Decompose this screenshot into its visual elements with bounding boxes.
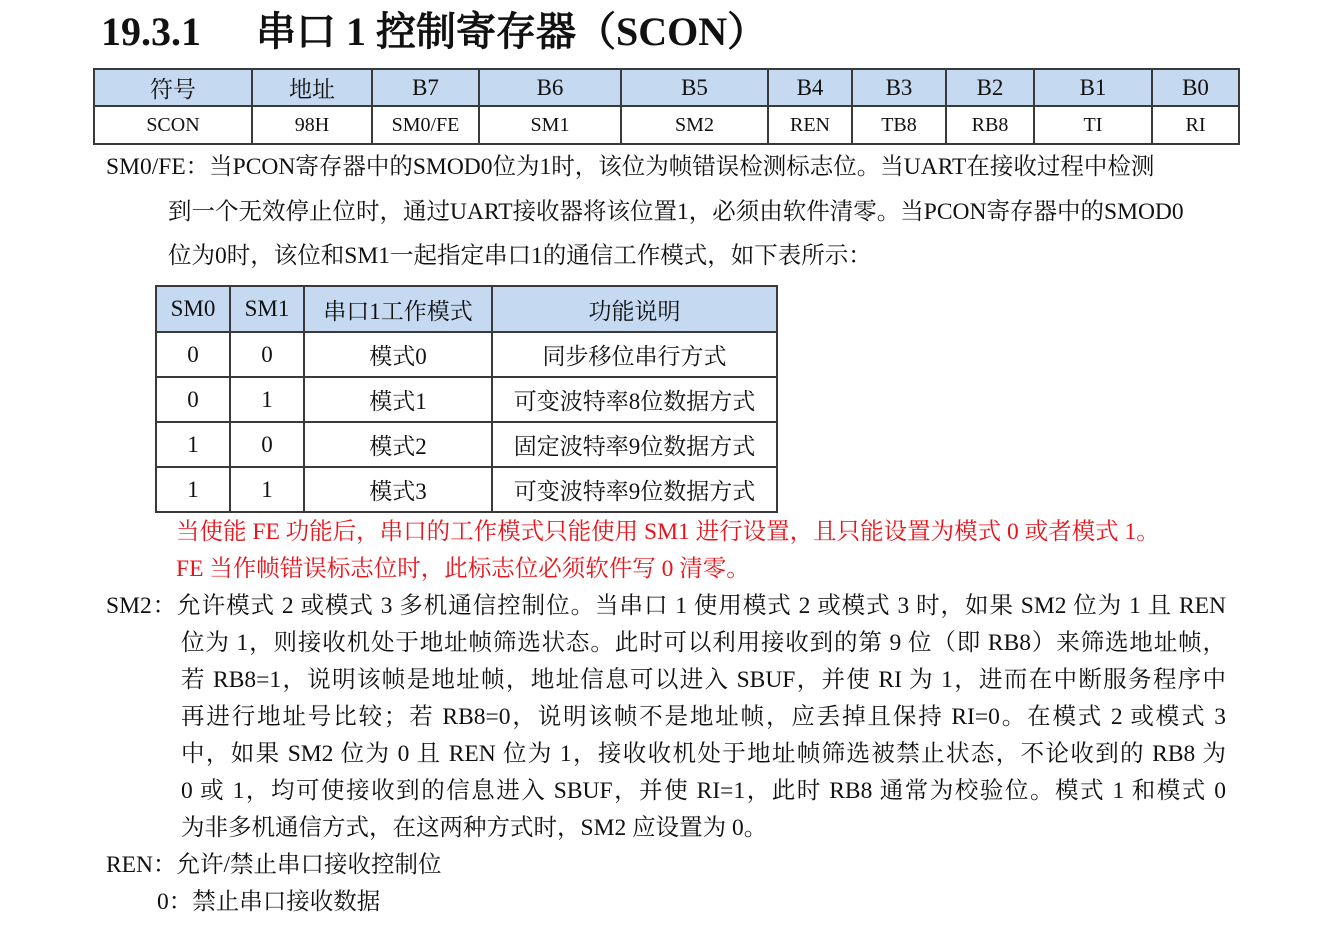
register-value-row bbox=[94, 106, 1239, 144]
sm2-description-line: 再进行地址号比较；若 RB8=0，说明该帧不是地址帧，应丢掉且保持 RI=0。在模式 2 或模式 3 bbox=[181, 704, 1226, 730]
sm2-description-line: 位为 1，则接收机处于地址帧筛选状态。此时可以利用接收到的第 9 位（即 RB8）来筛选地址帧， bbox=[181, 630, 1226, 656]
ren-heading: REN：允许/禁止串口接收控制位 bbox=[106, 852, 442, 878]
fe-warning-note: FE 当作帧错误标志位时，此标志位必须软件写 0 清零。 bbox=[176, 556, 750, 582]
header-cell: B6 bbox=[479, 69, 621, 106]
header-cell: B0 bbox=[1152, 69, 1239, 106]
header-cell: 功能说明 bbox=[492, 286, 777, 332]
value-cell: TB8 bbox=[852, 106, 946, 144]
value-cell: SM0/FE bbox=[372, 106, 479, 144]
sm0fe-description-line: SM0/FE：当PCON寄存器中的SMOD0位为1时，该位为帧错误检测标志位。当UART在接收过程中检测 bbox=[106, 154, 1155, 180]
sm2-description-line: 若 RB8=1，说明该帧是地址帧，地址信息可以进入 SBUF，并使 RI 为 1，进而在中断服务程序中 bbox=[181, 667, 1226, 693]
cell: 同步移位串行方式 bbox=[492, 332, 777, 377]
sm0fe-description-line: 到一个无效停止位时，通过UART接收器将该位置1，必须由软件清零。当PCON寄存器中的SMOD0 bbox=[168, 199, 1184, 225]
cell: 模式2 bbox=[304, 422, 492, 467]
header-cell: 串口1工作模式 bbox=[304, 286, 492, 332]
header-cell: 符号 bbox=[94, 69, 252, 106]
sm2-description-line: 0 或 1，均可使接收到的信息进入 SBUF，并使 RI=1，此时 RB8 通常为校验位。模式 1 和模式 0 bbox=[181, 778, 1226, 804]
cell: 1 bbox=[156, 422, 230, 467]
value-cell: TI bbox=[1034, 106, 1152, 144]
header-cell: B5 bbox=[621, 69, 768, 106]
cell: 可变波特率9位数据方式 bbox=[492, 467, 777, 512]
sm0fe-description-line: 位为0时，该位和SM1一起指定串口1的通信工作模式，如下表所示： bbox=[168, 243, 872, 269]
header-cell: SM1 bbox=[230, 286, 304, 332]
scon-register-table bbox=[93, 68, 1240, 145]
header-cell: B2 bbox=[946, 69, 1034, 106]
value-cell: 98H bbox=[252, 106, 372, 144]
section-heading bbox=[101, 8, 767, 56]
cell: 模式1 bbox=[304, 377, 492, 422]
header-cell: SM0 bbox=[156, 286, 230, 332]
header-cell: B7 bbox=[372, 69, 479, 106]
cell: 模式3 bbox=[304, 467, 492, 512]
uart-mode-table bbox=[155, 285, 778, 513]
value-cell: REN bbox=[768, 106, 852, 144]
value-cell: SCON bbox=[94, 106, 252, 144]
table-row bbox=[156, 377, 777, 422]
table-row bbox=[156, 467, 777, 512]
fe-warning-note: 当使能 FE 功能后，串口的工作模式只能使用 SM1 进行设置，且只能设置为模式 0 或者模式 1。 bbox=[176, 519, 1160, 545]
header-cell: B4 bbox=[768, 69, 852, 106]
table-row bbox=[156, 422, 777, 467]
cell: 固定波特率9位数据方式 bbox=[492, 422, 777, 467]
cell: 1 bbox=[230, 377, 304, 422]
section-number: 19.3.1 bbox=[101, 9, 201, 54]
cell: 0 bbox=[156, 377, 230, 422]
cell: 0 bbox=[156, 332, 230, 377]
value-cell: SM1 bbox=[479, 106, 621, 144]
sm2-description-line: SM2：允许模式 2 或模式 3 多机通信控制位。当串口 1 使用模式 2 或模式 3 时，如果 SM2 位为 1 且 REN bbox=[106, 593, 1226, 619]
cell: 可变波特率8位数据方式 bbox=[492, 377, 777, 422]
header-cell: B3 bbox=[852, 69, 946, 106]
ren-option: 0：禁止串口接收数据 bbox=[157, 889, 381, 915]
register-header-row bbox=[94, 69, 1239, 106]
cell: 1 bbox=[230, 467, 304, 512]
section-title: 串口 1 控制寄存器（SCON） bbox=[256, 9, 768, 54]
mode-header-row bbox=[156, 286, 777, 332]
cell: 0 bbox=[230, 422, 304, 467]
header-cell: 地址 bbox=[252, 69, 372, 106]
header-cell: B1 bbox=[1034, 69, 1152, 106]
cell: 0 bbox=[230, 332, 304, 377]
sm2-description-line: 为非多机通信方式，在这两种方式时，SM2 应设置为 0。 bbox=[181, 815, 768, 841]
value-cell: SM2 bbox=[621, 106, 768, 144]
value-cell: RB8 bbox=[946, 106, 1034, 144]
table-row bbox=[156, 332, 777, 377]
cell: 模式0 bbox=[304, 332, 492, 377]
cell: 1 bbox=[156, 467, 230, 512]
value-cell: RI bbox=[1152, 106, 1239, 144]
sm2-description-line: 中，如果 SM2 位为 0 且 REN 位为 1，接收收机处于地址帧筛选被禁止状态，不论收到的 RB8 为 bbox=[181, 741, 1226, 767]
